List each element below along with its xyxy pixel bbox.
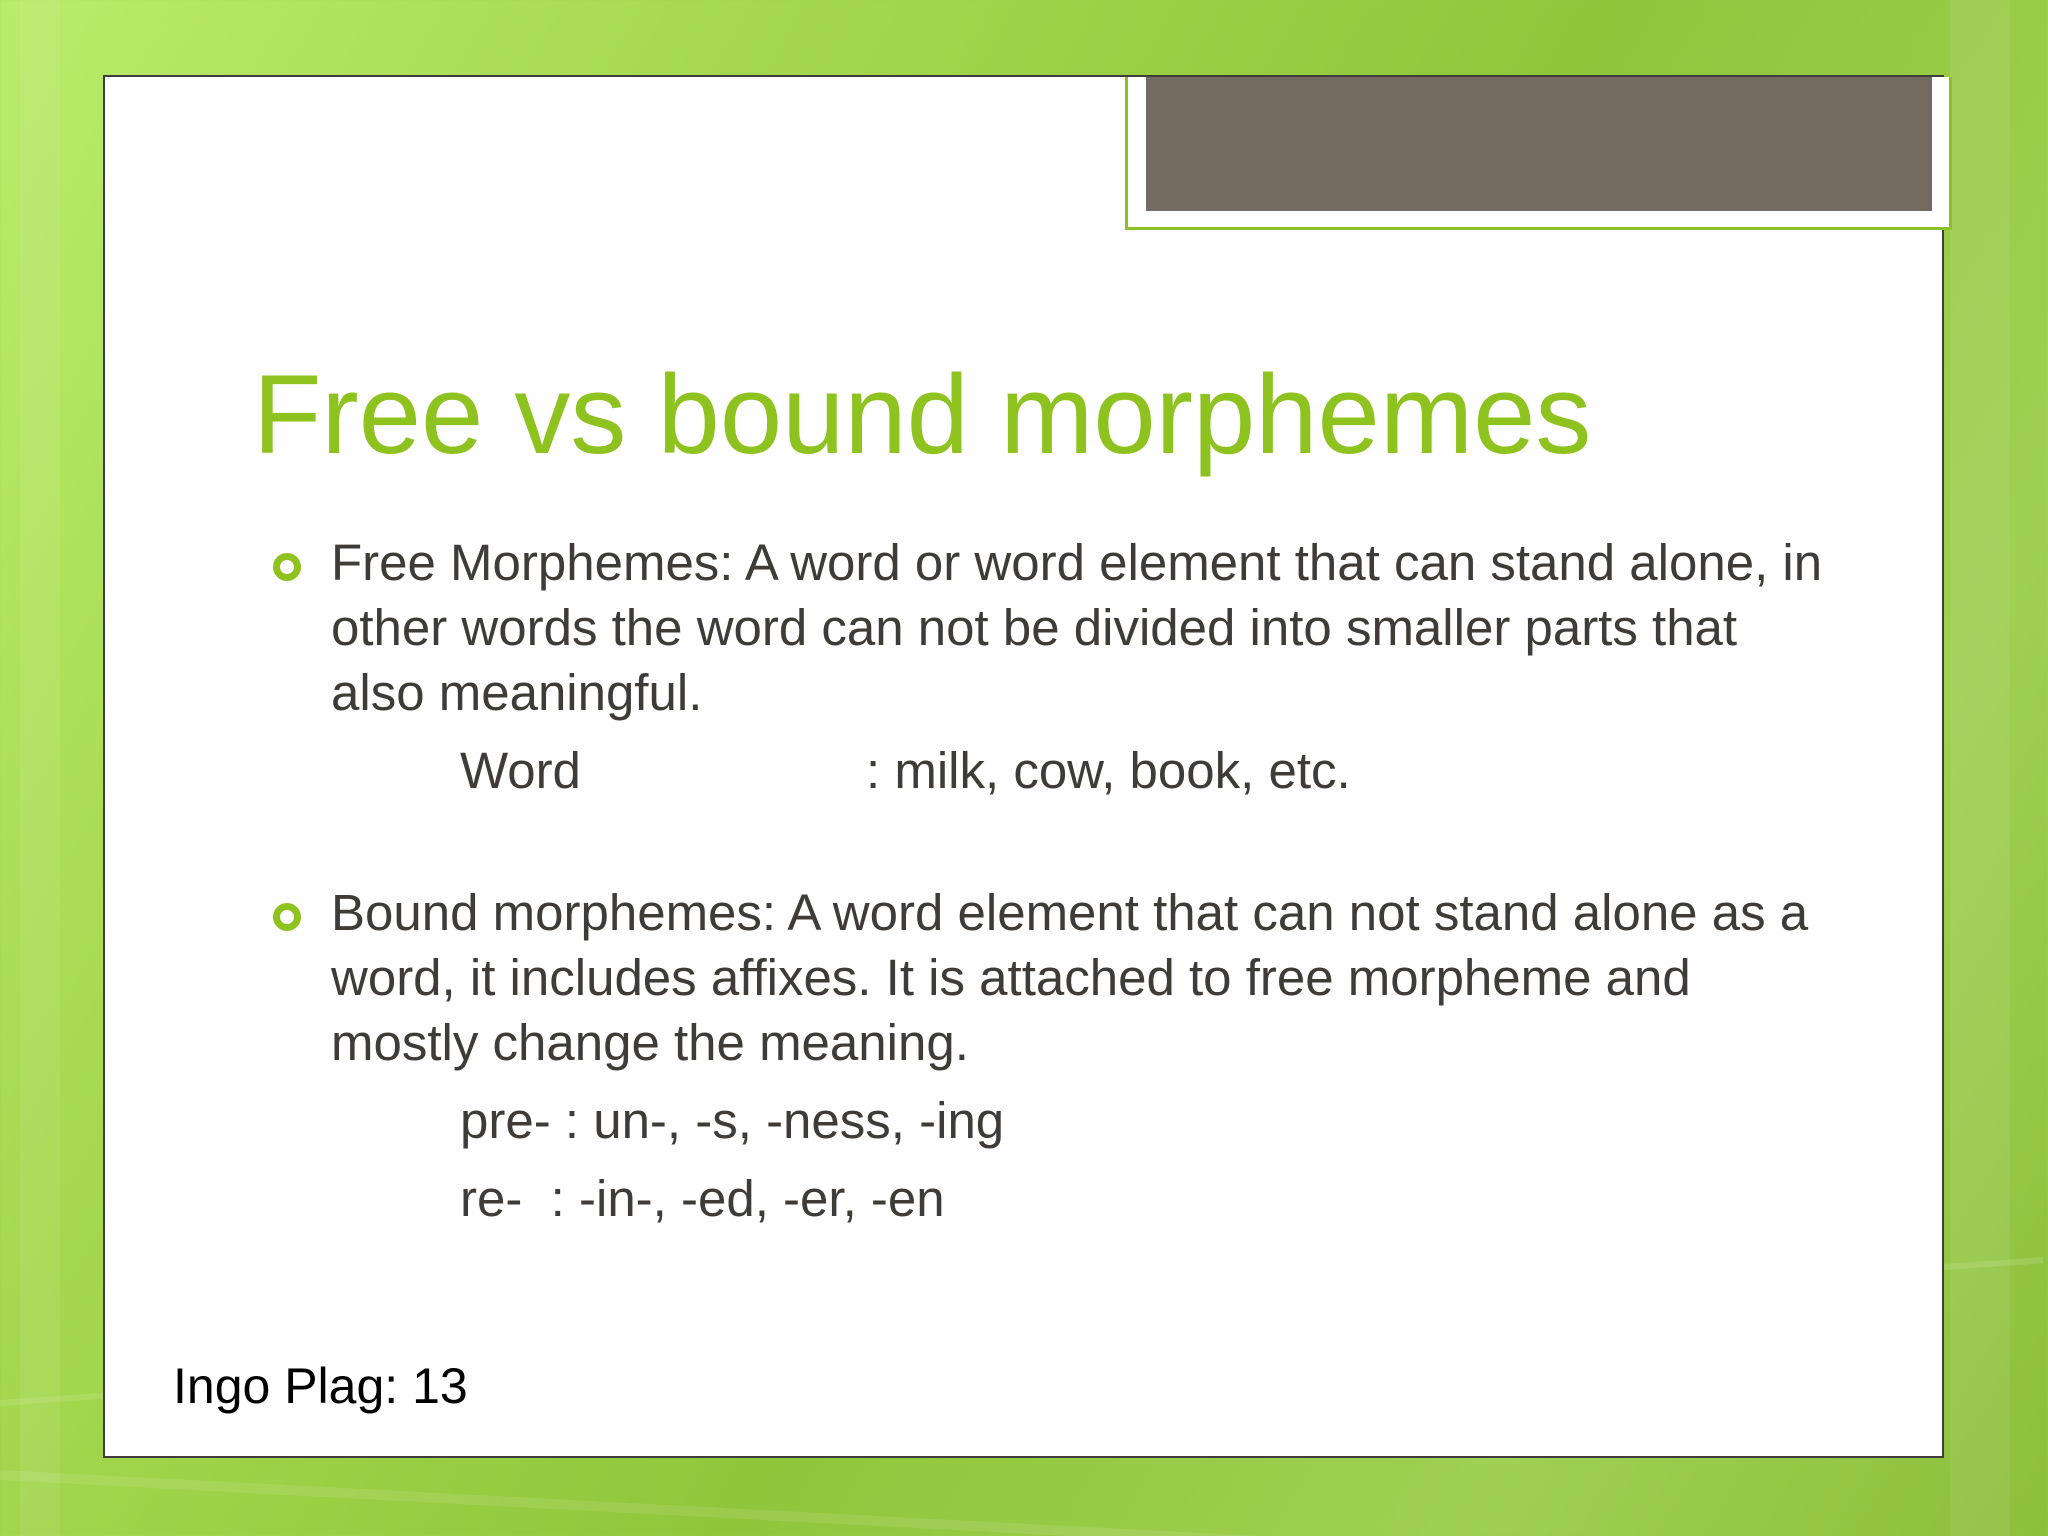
background-decoration: [0, 1470, 2045, 1536]
ring-bullet-icon: [273, 553, 301, 581]
ring-bullet-icon: [273, 903, 301, 931]
background-decoration: [20, 0, 60, 1536]
example-label-word: Word: [460, 742, 581, 799]
example-bound-suffix: re- : -in-, -ed, -er, -en: [460, 1170, 945, 1227]
example-bound-prefix: pre- : un-, -s, -ness, -ing: [460, 1092, 1005, 1149]
source-citation: Ingo Plag: 13: [173, 1358, 468, 1414]
bullet-bound-morphemes: Bound morphemes: A word element that can not stand alone as a word, it includes affixes. It is attached to free morpheme and mostly change the meaning.: [331, 884, 1809, 1071]
bullet-free-morphemes: Free Morphemes: A word or word element that can stand alone, in other words the word can not be divided into smaller parts that also meaningful.: [331, 534, 1823, 721]
slide-title: Free vs bound morphemes: [253, 352, 1592, 477]
background-decoration: [1950, 0, 2010, 1536]
header-tab: [1146, 77, 1932, 211]
example-free-morphemes: : milk, cow, book, etc.: [866, 742, 1351, 799]
